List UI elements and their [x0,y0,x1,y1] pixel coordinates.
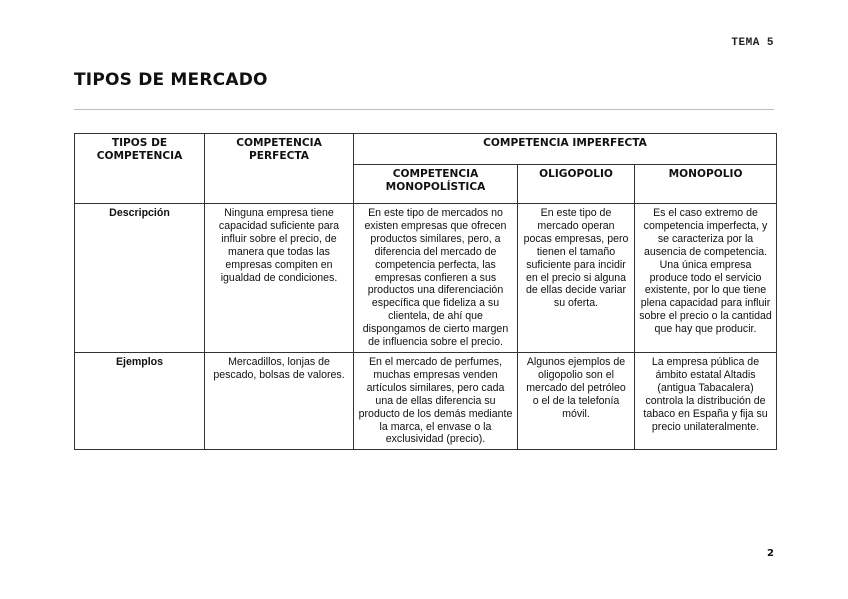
table-row [75,204,777,353]
cell-ejemplos-monopolio: La empresa pública de ámbito estatal Altadis (antigua Tabacalera) controla la distribución de tabaco en España y fija su precio unilateralmente. [635,352,777,449]
cell-descripcion-monopolistica: En este tipo de mercados no existen empresas que ofrecen productos similares, pero, a diferencia del mercado de competencia perfecta, las empresas confieren a sus productos una diferenciación específica que fideliza a su clientela, de ahí que dispongamos de cierto margen de influencia sobre el precio. [354,204,518,353]
row-label-ejemplos: Ejemplos [75,352,205,449]
cell-ejemplos-perfecta: Mercadillos, lonjas de pescado, bolsas de valores. [205,352,354,449]
cell-ejemplos-oligopolio: Algunos ejemplos de oligopolio son el mercado del petróleo o el de la telefonía móvil. [518,352,635,449]
header-competencia-monopolistica: COMPETENCIA MONOPOLÍSTICA [354,165,518,204]
header-monopolio: MONOPOLIO [635,165,777,204]
market-types-table [74,133,777,450]
page-number: 2 [767,548,774,559]
row-label-descripcion: Descripción [75,204,205,353]
header-tipos-competencia: TIPOS DE COMPETENCIA [75,134,205,204]
cell-descripcion-oligopolio: En este tipo de mercado operan pocas empresas, pero tienen el tamaño suficiente para incidir en el precio si alguna de ellas decide variar su oferta. [518,204,635,353]
header-oligopolio: OLIGOPOLIO [518,165,635,204]
tema-label: TEMA 5 [731,37,774,49]
table-header-row [75,134,777,165]
header-competencia-imperfecta: COMPETENCIA IMPERFECTA [354,134,777,165]
page-title: TIPOS DE MERCADO [74,70,268,90]
title-divider [74,109,774,110]
cell-descripcion-perfecta: Ninguna empresa tiene capacidad suficiente para influir sobre el precio, de manera que todas las empresas compiten en igualdad de condiciones. [205,204,354,353]
cell-descripcion-monopolio: Es el caso extremo de competencia imperfecta, y se caracteriza por la ausencia de competencia. Una única empresa produce todo el servicio existente, por lo que tiene plena capacidad para influir sobre el precio o la cantidad que hay que producir. [635,204,777,353]
header-competencia-perfecta: COMPETENCIA PERFECTA [205,134,354,204]
table-row [75,352,777,449]
cell-ejemplos-monopolistica: En el mercado de perfumes, muchas empresas venden artículos similares, pero cada una de ellas diferencia su producto de los demás mediante la marca, el envase o la exclusividad (precio). [354,352,518,449]
